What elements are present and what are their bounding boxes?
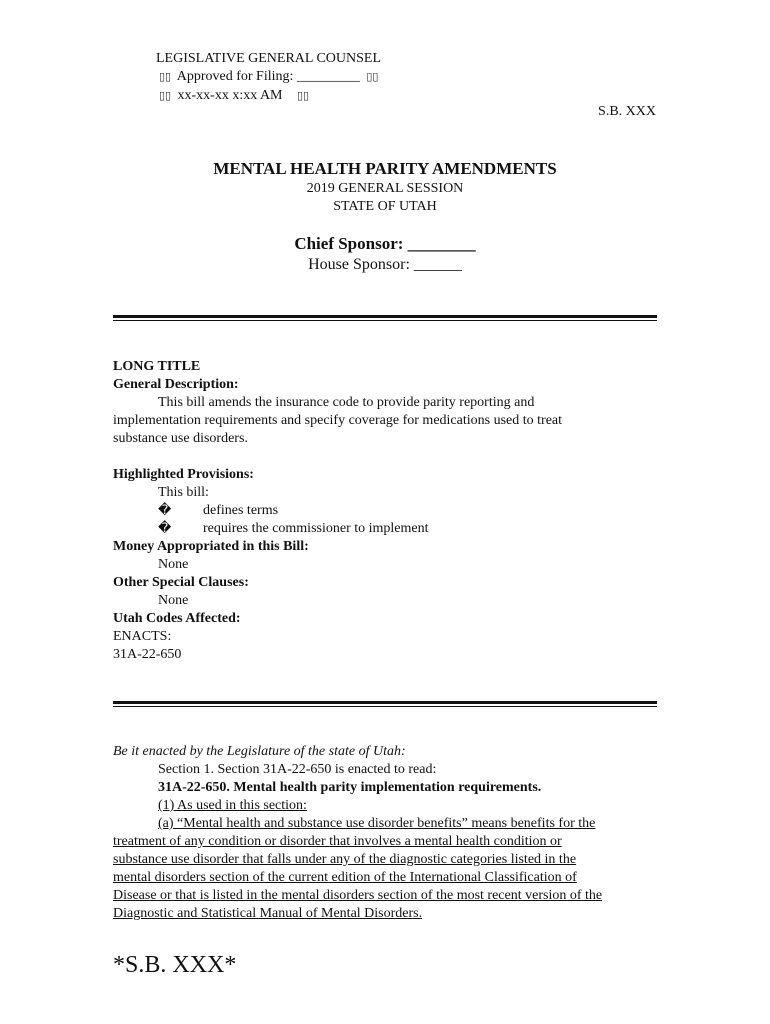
placeholder-glyph-icon: ▯▯ [296,89,310,102]
section-intro: Section 1. Section 31A-22-650 is enacted to read: [158,762,437,777]
general-description-text: This bill amends the insurance code to provide parity reporting and [158,395,535,410]
general-description-heading: General Description: [113,377,239,392]
session-block [113,180,657,216]
definition-text: mental disorders section of the current edition of the International Classification of [113,870,577,885]
divider-rule [113,706,657,707]
other-clauses-value: None [158,593,189,608]
placeholder-glyph-icon: ▯▯ [158,70,172,83]
codes-enacts: ENACTS: [113,629,172,644]
provision-item [113,502,657,520]
bill-title: MENTAL HEALTH PARITY AMENDMENTS [213,159,557,178]
codes-affected-heading: Utah Codes Affected: [113,611,241,626]
placeholder-glyph-icon: ▯▯ [366,70,379,83]
this-bill-text: This bill: [158,485,209,500]
approved-text: Approved for Filing: _________ [176,69,360,84]
money-appropriated-value: None [158,557,189,572]
counsel-line: LEGISLATIVE GENERAL COUNSEL [156,51,382,66]
bill-number: S.B. XXX [598,104,656,119]
house-sponsor: House Sponsor: ______ [308,256,462,273]
divider-rule [113,320,657,321]
provision-text: requires the commissioner to implement [203,521,429,536]
definition-text: treatment of any condition or disorder that involves a mental health condition or [113,834,562,849]
state-text: STATE OF UTAH [333,199,437,214]
datetime-text: xx-xx-xx x:xx AM [177,88,283,103]
chief-sponsor: Chief Sponsor: ________ [294,234,476,253]
section-title: 31A-22-650. Mental health parity implementation requirements. [158,780,542,795]
placeholder-glyph-icon: ▯▯ [158,89,172,102]
long-title-section [113,358,657,664]
other-clauses-heading: Other Special Clauses: [113,575,249,590]
general-description-text: substance use disorders. [113,431,248,446]
highlighted-provisions-heading: Highlighted Provisions: [113,467,254,482]
provision-item [113,520,657,538]
bullet-icon: � [158,521,172,536]
money-appropriated-heading: Money Appropriated in this Bill: [113,539,309,554]
definition-text: Diagnostic and Statistical Manual of Mental Disorders. [113,906,423,921]
approved-line [156,68,381,86]
subsection-text: (1) As used in this section: [158,798,307,813]
datetime-line [156,87,312,105]
codes-value: 31A-22-650 [113,647,182,662]
definition-text: substance use disorder that falls under any of the diagnostic categories listed in the [113,852,577,867]
divider-rule [113,701,657,704]
definition-text: (a) “Mental health and substance use disorder benefits” means benefits for the [158,816,596,831]
definition-text: Disease or that is listed in the mental disorders section of the most recent version of the [113,888,603,903]
provision-text: defines terms [203,503,279,518]
bill-body [113,743,657,923]
long-title-heading: LONG TITLE [113,359,201,374]
session-text: 2019 GENERAL SESSION [306,181,464,196]
divider-rule [113,315,657,318]
bullet-icon: � [158,503,172,518]
general-description-text: implementation requirements and specify coverage for medications used to treat [113,413,563,428]
enacting-clause: Be it enacted by the Legislature of the state of Utah: [113,744,406,759]
footer-bill-number: *S.B. XXX* [113,952,237,978]
